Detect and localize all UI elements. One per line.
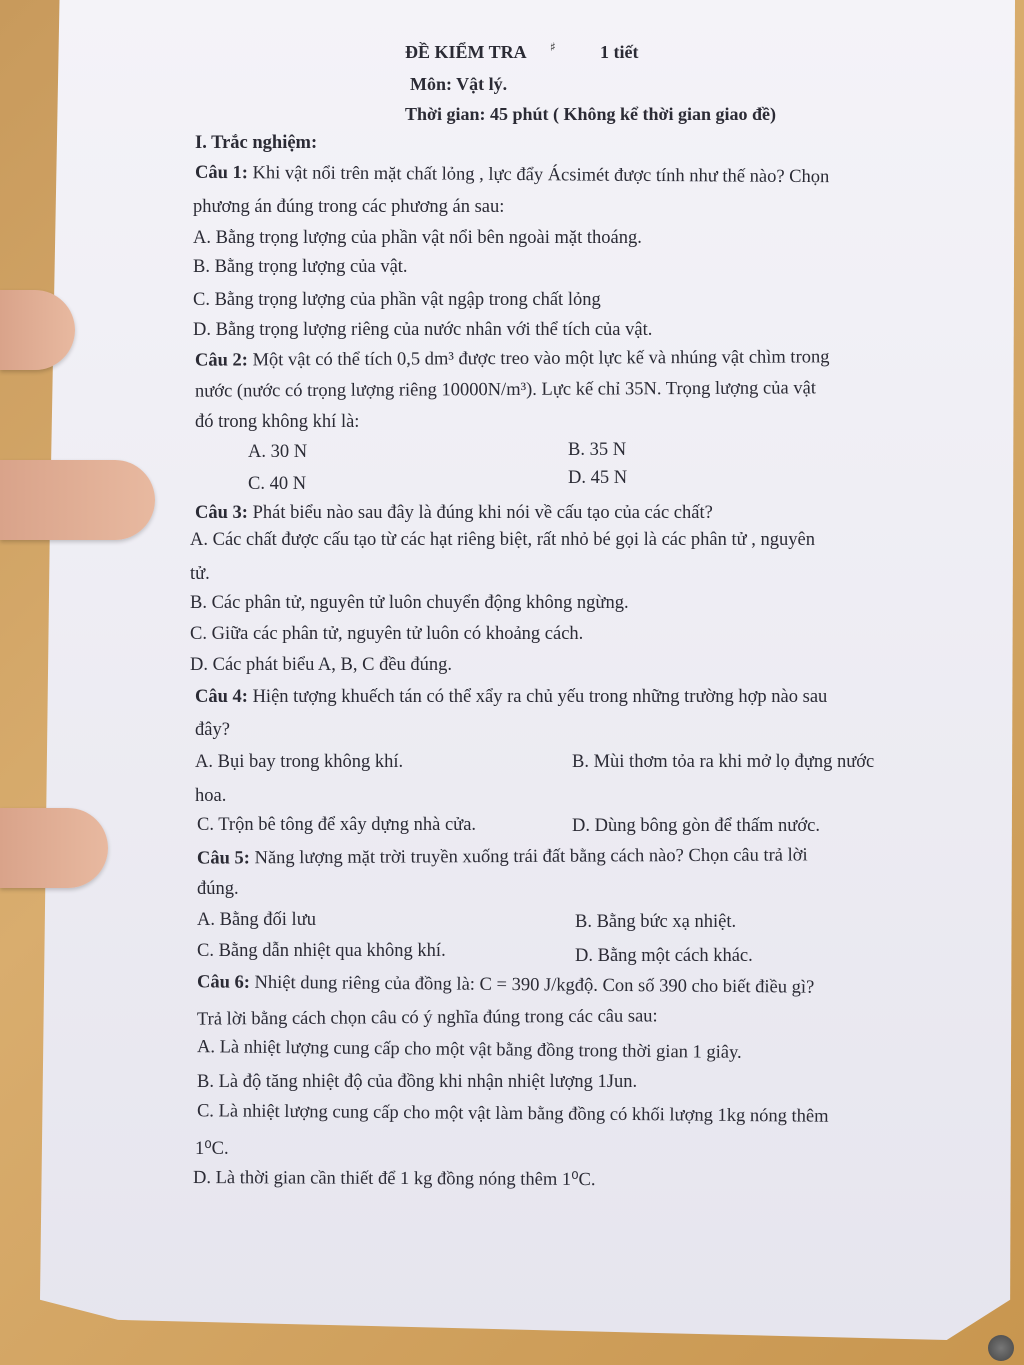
q2-option-c: C. 40 N — [248, 474, 307, 494]
q6-option-c: C. Là nhiệt lượng cung cấp cho một vật làm bằng đồng có khối lượng 1kg nóng thêm — [196, 1101, 829, 1127]
q2-option-b: B. 35 N — [568, 440, 627, 460]
q4-line: Câu 4: Hiện tượng khuếch tán có thể xẩy ra chủ yếu trong những trường hợp nào sau — [195, 687, 828, 707]
screw-icon — [988, 1335, 1014, 1361]
q3-option-a: A. Các chất được cấu tạo từ các hạt riêng biệt, rất nhỏ bé gọi là các phân tử , nguyên — [190, 530, 815, 550]
q5-option-b: B. Bằng bức xạ nhiệt. — [575, 912, 737, 932]
q4-line-2: đây? — [195, 720, 230, 740]
q5-line: Câu 5: Năng lượng mặt trời truyền xuống trái đất bằng cách nào? Chọn câu trả lời — [196, 845, 808, 869]
q5-option-c: C. Bằng dẫn nhiệt qua không khí. — [197, 941, 446, 961]
q5-option-d: D. Bằng một cách khác. — [575, 946, 753, 966]
exam-title: ĐỀ KIỂM TRA — [405, 42, 527, 62]
finger-middle — [0, 460, 155, 540]
q2-line-3: đó trong không khí là: — [195, 412, 360, 432]
exam-duration: 1 tiết — [600, 42, 639, 62]
q2-line-2: nước (nước có trọng lượng riêng 10000N/m³). Lực kế chỉ 35N. Trọng lượng của vật — [194, 378, 816, 402]
q2-option-a: A. 30 N — [248, 442, 308, 462]
q4-option-d: D. Dùng bông gòn để thấm nước. — [572, 816, 820, 836]
exam-paper — [40, 0, 1015, 1340]
q4-option-c: C. Trộn bê tông để xây dựng nhà cửa. — [197, 815, 477, 835]
q1-option-b: B. Bằng trọng lượng của vật. — [193, 257, 408, 277]
q4-option-b: B. Mùi thơm tỏa ra khi mở lọ đựng nước — [572, 752, 875, 772]
time-line: Thời gian: 45 phút ( Không kể thời gian giao đề) — [405, 104, 777, 124]
q2-line: Câu 2: Một vật có thể tích 0,5 dm³ được treo vào một lực kế và nhúng vật chìm trong — [194, 347, 830, 371]
q3-option-a-2: tử. — [190, 564, 210, 584]
q6-option-d: D. Là thời gian cần thiết để 1 kg đồng nóng thêm 1⁰C. — [192, 1167, 596, 1191]
q1-option-a: A. Bằng trọng lượng của phần vật nổi bên ngoài mặt thoáng. — [193, 228, 642, 248]
q3-option-d: D. Các phát biểu A, B, C đều đúng. — [190, 655, 453, 675]
q6-option-a: A. Là nhiệt lượng cung cấp cho một vật bằng đồng trong thời gian 1 giây. — [196, 1037, 742, 1063]
finger-bottom — [0, 808, 108, 888]
q4-option-b-2: hoa. — [195, 786, 227, 806]
smudge-mark: ♯ — [550, 40, 556, 54]
q6-option-b: B. Là độ tăng nhiệt độ của đồng khi nhận nhiệt lượng 1Jun. — [197, 1072, 638, 1092]
q4-option-a: A. Bụi bay trong không khí. — [195, 752, 404, 772]
q5-line-2: đúng. — [197, 879, 239, 899]
q6-option-c-2: 1⁰C. — [195, 1139, 229, 1159]
section-heading: I. Trắc nghiệm: — [195, 133, 318, 153]
q6-line: Câu 6: Nhiệt dung riêng của đồng là: C = 390 J/kgđộ. Con số 390 cho biết điều gì? — [196, 972, 815, 998]
q1-option-d: D. Bằng trọng lượng riêng của nước nhân với thể tích của vật. — [193, 320, 653, 340]
q3-option-b: B. Các phân tử, nguyên tử luôn chuyển động không ngừng. — [190, 593, 629, 613]
q1-option-c: C. Bằng trọng lượng của phần vật ngập trong chất lỏng — [193, 290, 601, 310]
q6-line-2: Trả lời bằng cách chọn câu có ý nghĩa đúng trong các câu sau: — [196, 1006, 658, 1030]
q3-option-c: C. Giữa các phân tử, nguyên tử luôn có khoảng cách. — [190, 624, 584, 644]
q3-line: Câu 3: Phát biểu nào sau đây là đúng khi nói về cấu tạo của các chất? — [195, 503, 713, 523]
q5-option-a: A. Bằng đối lưu — [197, 910, 316, 930]
subject-line: Môn: Vật lý. — [410, 74, 508, 94]
q1-line: Câu 1: Khi vật nổi trên mặt chất lỏng , lực đẩy Ácsimét được tính như thế nào? Chọn — [194, 162, 830, 188]
q1-line-2: phương án đúng trong các phương án sau: — [193, 197, 505, 217]
q2-option-d: D. 45 N — [568, 468, 628, 488]
